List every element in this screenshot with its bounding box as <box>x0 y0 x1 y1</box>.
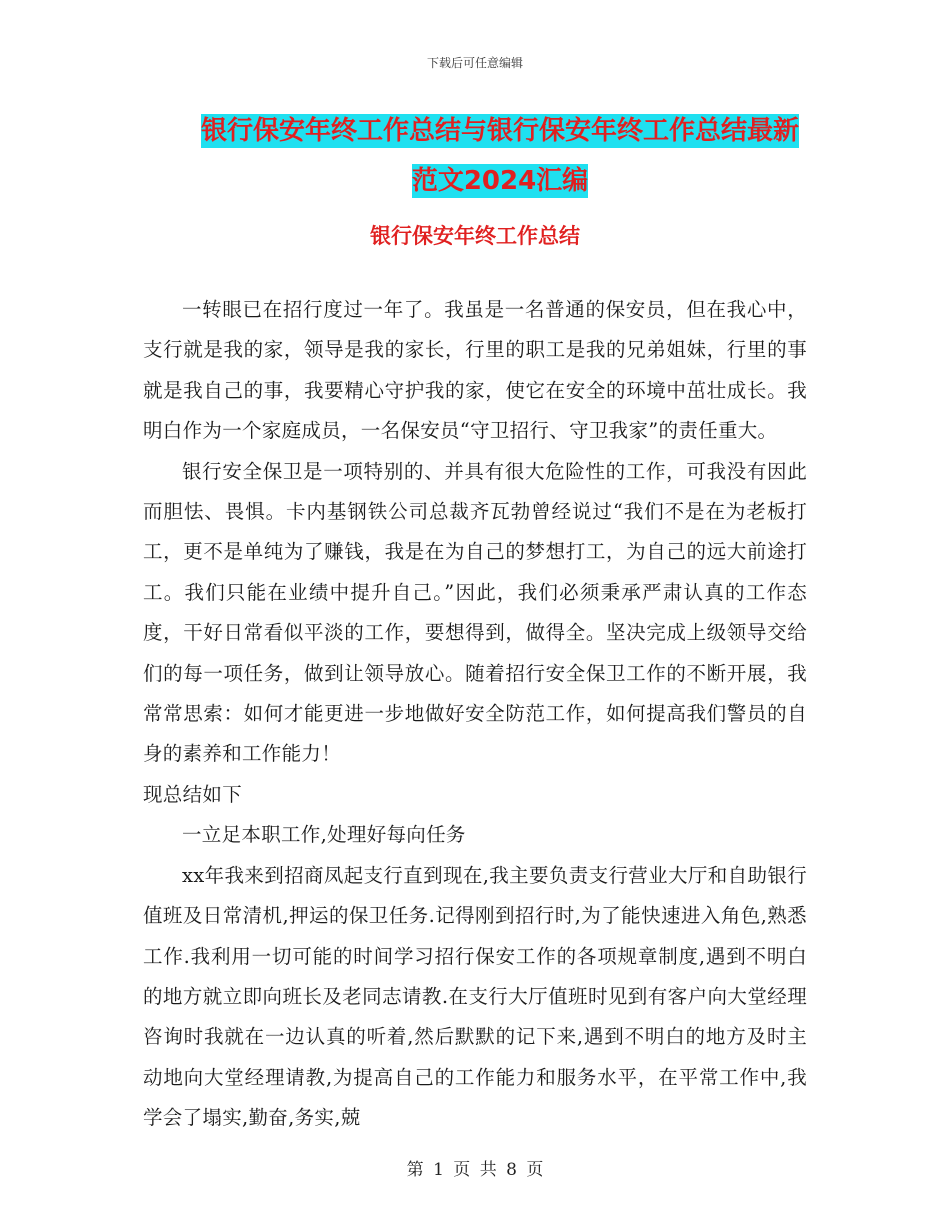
header-note: 下载后可任意编辑 <box>426 56 523 70</box>
document-title <box>140 106 860 206</box>
section-title: 银行保安年终工作总结 <box>370 224 580 248</box>
paragraph-duties: xx年我来到招商凤起支行直到现在,我主要负责支行营业大厅和自助银行值班及日常清机,押运的保卫任务.记得刚到招行时,为了能快速进入角色,熟悉工作.我利用一切可能的时间学习招行保安工作的各项规章制度,遇到不明白的地方就立即向班长及老同志请教.在支行大厅值班时见到有客户向大堂经理咨询时我就在一边认真的听着,然后默默的记下来,遇到不明白的地方及时主动地向大堂经理请教,为提高自己的工作能力和服务水平，在平常工作中,我学会了塌实,勤奋,务实,兢 <box>143 863 807 1130</box>
paragraph-security-work: 银行安全保卫是一项特别的、并具有很大危险性的工作，可我没有因此而胆怯、畏惧。卡内基钢铁公司总裁齐瓦勃曾经说过“我们不是在为老板打工，更不是单纯为了赚钱，我是在为自己的梦想打工，为自己的远大前途打工。我们只能在业绩中提升自己。”因此，我们必须秉承严肃认真的工作态度，干好日常看似平淡的工作，要想得到，做得全。坚决完成上级领导交给们的每一项任务，做到让领导放心。随着招行安全保卫工作的不断开展，我常常思索：如何才能更进一步地做好安全防范工作，如何提高我们警员的自身的素养和工作能力！ <box>143 459 807 766</box>
document-body <box>143 290 807 1139</box>
title-line-1: 银行保安年终工作总结与银行保安年终工作总结最新 <box>200 116 799 146</box>
page-footer: 第 1 页 共 8 页 <box>406 1160 544 1180</box>
paragraph-intro: 一转眼已在招行度过一年了。我虽是一名普通的保安员，但在我心中，支行就是我的家，领导是我的家长，行里的职工是我的兄弟姐妹，行里的事就是我自己的事，我要精心守护我的家，使它在安全的环境中茁壮成长。我明白作为一个家庭成员，一名保安员“守卫招行、守卫我家”的责任重大。 <box>143 298 807 443</box>
paragraph-summary-lead: 现总结如下 <box>143 782 243 806</box>
title-line-2: 范文2024汇编 <box>411 166 589 196</box>
paragraph-subheading: 一立足本职工作,处理好每向任务 <box>182 823 466 847</box>
